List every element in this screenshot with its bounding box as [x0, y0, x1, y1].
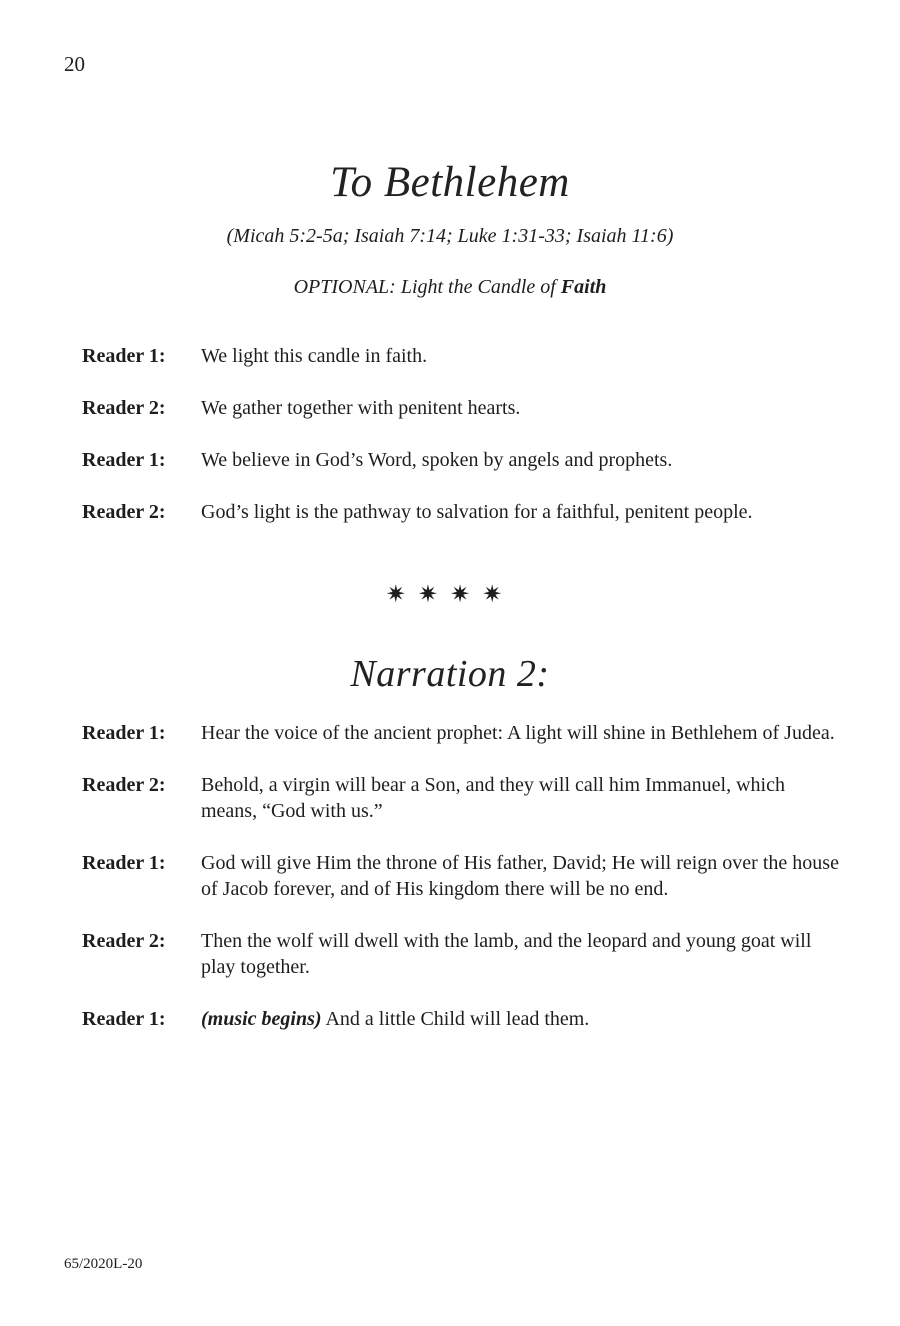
scripture-reference: (Micah 5:2-5a; Isaiah 7:14; Luke 1:31-33; Isaiah 11:6): [226, 225, 674, 247]
reading-text: Then the wolf will dwell with the lamb, and the leopard and young goat will play together.: [201, 930, 812, 978]
reading-line: [82, 928, 842, 980]
reading-text: We light this candle in faith.: [201, 345, 428, 367]
reading-block-1: [82, 343, 842, 551]
reading-text: We gather together with penitent hearts.: [201, 397, 521, 419]
section-title: To Bethlehem: [330, 159, 570, 206]
reading-line: [82, 850, 842, 902]
reading-line: [82, 447, 842, 473]
optional-instruction-prefix: OPTIONAL: Light the Candle of: [293, 276, 561, 298]
speaker-label: Reader 2:: [82, 501, 166, 523]
speaker-label: Reader 1:: [82, 345, 166, 367]
reading-text: Hear the voice of the ancient prophet: A light will shine in Bethlehem of Judea.: [201, 722, 835, 744]
footer-code: 65/2020L-20: [64, 1256, 143, 1272]
speaker-label: Reader 1:: [82, 449, 166, 471]
page-number: 20: [64, 52, 85, 76]
reading-line: [82, 395, 842, 421]
speaker-label: Reader 2:: [82, 930, 166, 952]
optional-instruction: [0, 276, 900, 299]
reading-text: We believe in God’s Word, spoken by angels and prophets.: [201, 449, 673, 471]
speaker-label: Reader 1:: [82, 852, 166, 874]
reading-line: [82, 1006, 842, 1032]
reading-text: God’s light is the pathway to salvation for a faithful, penitent people.: [201, 501, 753, 523]
speaker-label: Reader 2:: [82, 774, 166, 796]
speaker-label: Reader 1:: [82, 1008, 166, 1030]
reading-line: [82, 772, 842, 824]
speaker-label: Reader 1:: [82, 722, 166, 744]
optional-instruction-emphasis: Faith: [560, 276, 607, 298]
stage-direction: (music begins): [201, 1008, 322, 1030]
reading-line: [82, 499, 842, 525]
reading-line: [82, 343, 842, 369]
reading-text: [201, 1006, 842, 1032]
reading-text-rest: And a little Child will lead them.: [321, 1008, 590, 1030]
speaker-label: Reader 2:: [82, 397, 166, 419]
reading-block-2: [82, 720, 842, 1058]
narration-title: Narration 2:: [350, 653, 550, 695]
reading-line: [82, 720, 842, 746]
reading-text: Behold, a virgin will bear a Son, and they will call him Immanuel, which means, “God with us.”: [201, 774, 785, 822]
reading-text: God will give Him the throne of His father, David; He will reign over the house of Jacob forever, and of His kingdom there will be no end.: [201, 852, 839, 900]
star-divider: ✷✷✷✷: [385, 580, 515, 608]
